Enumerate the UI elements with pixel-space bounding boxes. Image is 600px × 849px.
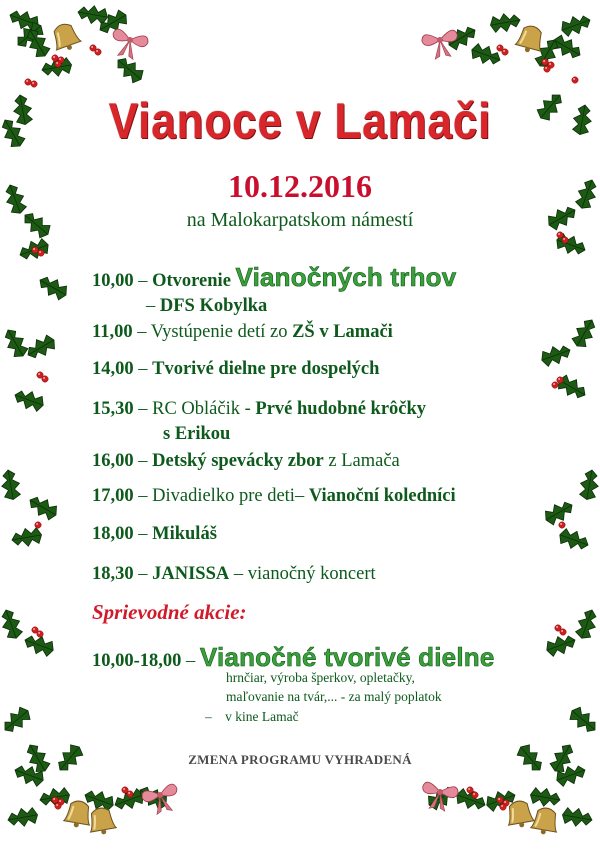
event-date: 10.12.2016: [228, 168, 372, 204]
location-dash: –: [205, 709, 212, 724]
schedule-text: RC Obláčik -: [152, 399, 251, 419]
schedule-time: 15,30: [92, 399, 134, 419]
section-title: Sprievodné akcie:: [92, 600, 247, 624]
schedule-time: 11,00: [92, 322, 133, 342]
side-event-location: [205, 709, 299, 725]
schedule-dash: –: [138, 399, 148, 419]
schedule-text: – vianočný koncert: [233, 564, 376, 584]
location-text: v kine Lamač: [225, 709, 299, 724]
schedule-bold: Tvorivé dielne pre dospelých: [152, 359, 380, 379]
schedule-dash: –: [138, 564, 148, 584]
schedule-item-4: [92, 399, 426, 420]
schedule-time: 17,00: [92, 486, 134, 506]
schedule-dash: –: [146, 296, 156, 316]
side-event-time: 10,00-18,00: [92, 651, 182, 671]
schedule-time: 14,00: [92, 359, 134, 379]
schedule-dash: –: [138, 271, 148, 291]
schedule-dash: –: [138, 524, 148, 544]
holly-side-right: [539, 177, 600, 659]
schedule-time: 10,00: [92, 271, 134, 291]
schedule-time: 18,30: [92, 564, 134, 584]
schedule-label: DFS Kobylka: [159, 296, 268, 316]
schedule-text: z Lamača: [328, 451, 400, 471]
schedule-dash: –: [138, 451, 148, 471]
schedule-time: 16,00: [92, 451, 134, 471]
event-location: na Malokarpatskom námestí: [186, 209, 414, 231]
schedule-bold: Vianoční koledníci: [308, 486, 456, 506]
footer-note: ZMENA PROGRAMU VYHRADENÁ: [188, 752, 412, 767]
schedule-item-8: [92, 564, 376, 585]
schedule-dash: –: [138, 359, 148, 379]
side-event-highlight: Vianočné tvorivé dielne: [199, 642, 495, 672]
schedule-highlight: Vianočných trhov: [235, 262, 457, 292]
schedule-item-1: [146, 296, 267, 317]
schedule-item-6: [92, 486, 456, 507]
schedule-label: Otvorenie: [152, 271, 231, 291]
schedule-item-4-cont: s Erikou: [163, 424, 231, 444]
schedule-item-2: [92, 322, 393, 343]
schedule-text: Vystúpenie detí zo: [150, 322, 288, 342]
side-event-dash: –: [186, 651, 196, 671]
schedule-item-7: [92, 524, 217, 545]
schedule-bold: Prvé hudobné krôčky: [255, 399, 427, 419]
schedule-item-0: [92, 262, 456, 293]
schedule-bold: Mikuláš: [152, 524, 217, 544]
schedule-time: 18,00: [92, 524, 134, 544]
schedule-bold: JANISSA: [152, 564, 230, 584]
side-event-details-2: maľovanie na tvár,... - za malý poplatok: [226, 689, 442, 704]
schedule-dash: –: [138, 486, 148, 506]
schedule-bold: Detský spevácky zbor: [152, 451, 324, 471]
schedule-item-5: [92, 451, 400, 472]
poster-title: Vianoce v Lamači: [108, 93, 492, 149]
holly-side-left: [0, 182, 70, 659]
holly-corner-bottom-left: [0, 704, 182, 837]
side-event-details-1: hrnčiar, výroba šperkov, opletačky,: [226, 670, 415, 685]
schedule-text: Divadielko pre deti–: [152, 486, 305, 506]
schedule-item-3: [92, 359, 379, 380]
side-event: [92, 642, 494, 673]
holly-corner-bottom-right: [419, 704, 600, 837]
schedule-bold: ZŠ v Lamači: [292, 322, 393, 342]
schedule-dash: –: [137, 322, 147, 342]
